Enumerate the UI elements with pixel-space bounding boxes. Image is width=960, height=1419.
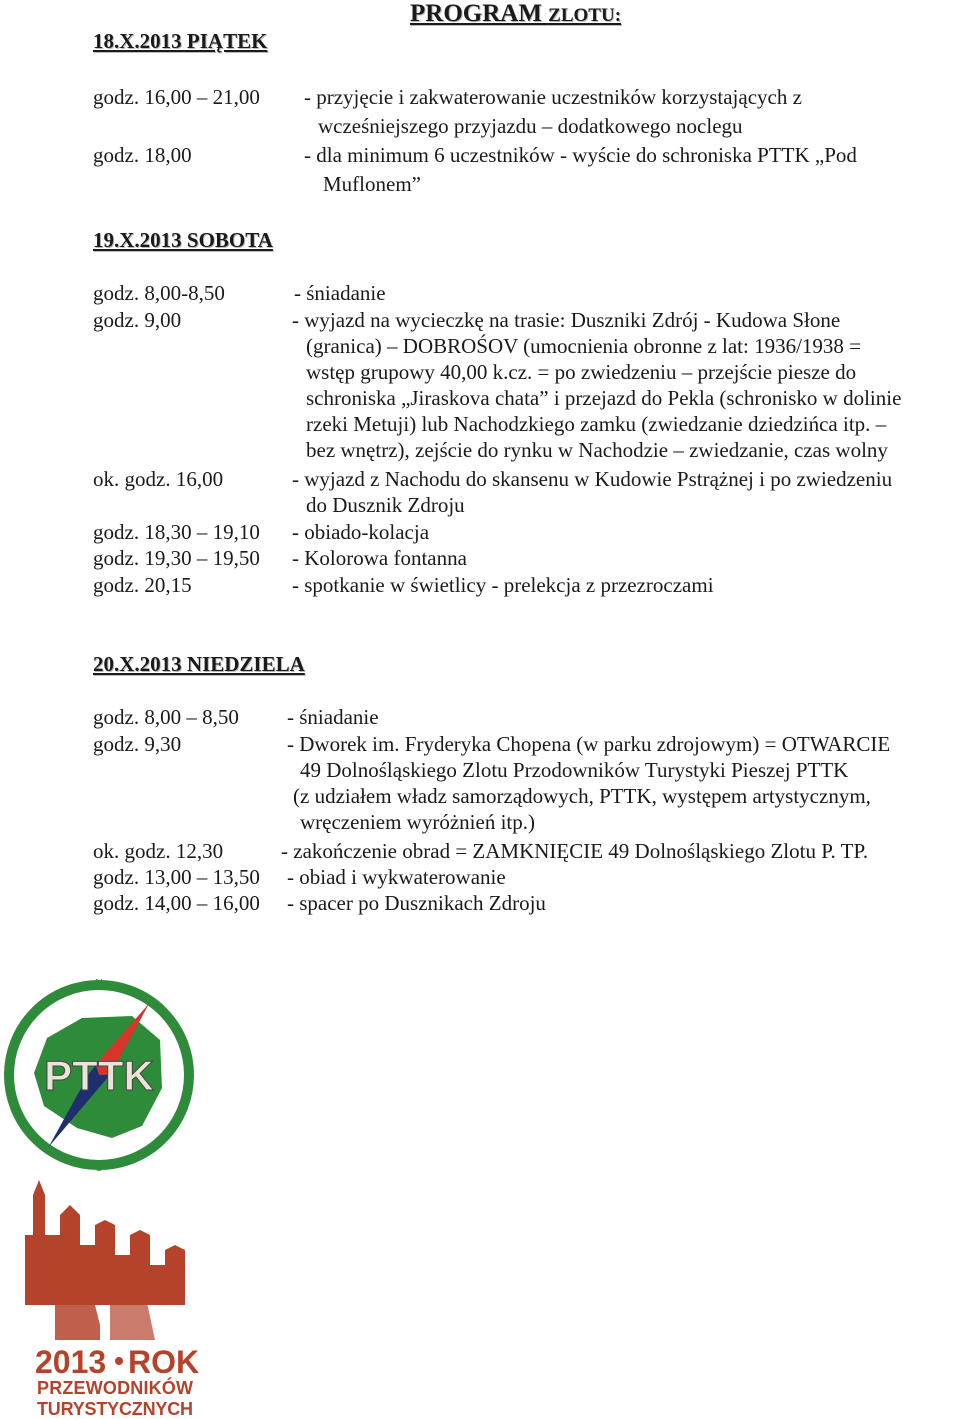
- page-title: [410, 0, 621, 28]
- desc-line: - Dworek im. Fryderyka Chopena (w parku zdrojowym) = OTWARCIE: [287, 732, 891, 756]
- desc-line: wcześniejszego przyjazdu – dodatkowego noclegu: [318, 114, 743, 138]
- desc-line: - spacer po Dusznikach Zdroju: [287, 891, 546, 915]
- desc-line: - przyjęcie i zakwaterowanie uczestników korzystających z: [304, 85, 802, 109]
- item-time: godz. 19,30 – 19,50: [93, 546, 260, 570]
- desc-line: - obiad i wykwaterowanie: [287, 865, 506, 889]
- logo-line3: TURYSTYCZNYCH: [37, 1399, 193, 1419]
- desc-line: - śniadanie: [287, 705, 379, 729]
- item-time: ok. godz. 12,30: [93, 839, 224, 863]
- item-time: godz. 20,15: [93, 573, 192, 597]
- desc-line: (z udziałem władz samorządowych, PTTK, występem artystycznym,: [293, 784, 871, 808]
- item-description: [304, 84, 802, 139]
- desc-line: do Dusznik Zdroju: [306, 493, 465, 517]
- title-main: PROGRAM: [410, 0, 549, 27]
- desc-line: rzeki Metuji) lub Nachodzkiego zamku (zwiedzanie dziedzińca itp. –: [306, 412, 887, 436]
- pttk-letters: PTTK: [44, 1052, 154, 1099]
- logo-year: 2013: [35, 1344, 107, 1380]
- compass-n: N: [95, 978, 103, 989]
- year-of-guides-logo: [15, 1175, 215, 1419]
- day-heading-friday: 18.X.2013 PIĄTEK: [93, 29, 268, 53]
- desc-line: wręczeniem wyróżnień itp.): [300, 810, 535, 834]
- item-time: ok. godz. 16,00: [93, 467, 224, 491]
- item-time: godz. 14,00 – 16,00: [93, 891, 260, 915]
- compass-s: S: [95, 1163, 103, 1173]
- item-description: [287, 704, 379, 730]
- item-description: [292, 572, 714, 598]
- item-time: godz. 8,00-8,50: [93, 281, 225, 305]
- item-description: [294, 280, 386, 306]
- day-heading-saturday: 19.X.2013 SOBOTA: [93, 228, 273, 252]
- desc-line: wstęp grupowy 40,00 k.cz. = po zwiedzeniu – przejście piesze do: [306, 360, 857, 384]
- logo-dot: [115, 1357, 123, 1365]
- desc-line: - wyjazd z Nachodu do skansenu w Kudowie Pstrążnej i po zwiedzeniu: [292, 467, 893, 491]
- item-description: [292, 307, 901, 463]
- logo-line2: PRZEWODNIKÓW: [37, 1378, 193, 1398]
- desc-line: - spotkanie w świetlicy - prelekcja z przezroczami: [292, 573, 714, 597]
- city-skyline-icon: [25, 1180, 185, 1305]
- desc-line: - zakończenie obrad = ZAMKNIĘCIE 49 Dolnośląskiego Zlotu P. TP.: [281, 839, 869, 863]
- item-description: [287, 890, 546, 916]
- item-time: godz. 18,00: [93, 143, 192, 167]
- item-description: [292, 466, 892, 518]
- compass-e: E: [186, 1070, 194, 1081]
- desc-line: (granica) – DOBROŚOV (umocnienia obronne z lat: 1936/1938 =: [306, 334, 862, 358]
- item-description: [287, 864, 506, 890]
- item-time: godz. 18,30 – 19,10: [93, 520, 260, 544]
- desc-line: Muflonem”: [323, 172, 421, 196]
- item-time: godz. 9,00: [93, 308, 182, 332]
- item-description: [292, 519, 429, 545]
- item-time: godz. 9,30: [93, 732, 182, 756]
- item-time: godz. 8,00 – 8,50: [93, 705, 239, 729]
- logo-word: ROK: [128, 1344, 200, 1380]
- desc-line: - dla minimum 6 uczestników - wyście do schroniska PTTK „Pod: [304, 143, 857, 167]
- item-description: [304, 142, 857, 197]
- pttk-logo: [2, 978, 197, 1173]
- desc-line: - Kolorowa fontanna: [292, 546, 467, 570]
- item-time: godz. 16,00 – 21,00: [93, 85, 260, 109]
- desc-line: - obiado-kolacja: [292, 520, 430, 544]
- desc-line: - śniadanie: [294, 281, 386, 305]
- item-description: [287, 731, 890, 835]
- desc-line: - wyjazd na wycieczkę na trasie: Duszniki Zdrój - Kudowa Słone: [292, 308, 841, 332]
- day-heading-sunday: 20.X.2013 NIEDZIELA: [93, 652, 305, 676]
- desc-line: 49 Dolnośląskiego Zlotu Przodowników Turystyki Pieszej PTTK: [300, 758, 849, 782]
- desc-line: schroniska „Jiraskova chata” i przejazd do Pekla (schronisko w dolinie: [306, 386, 902, 410]
- title-sub: ZLOTU:: [548, 5, 622, 26]
- item-description: [281, 838, 868, 864]
- item-description: [292, 545, 467, 571]
- desc-line: bez wnętrz), zejście do rynku w Nachodzie – zwiedzanie, czas wolny: [306, 438, 888, 462]
- compass-w: W: [4, 1070, 14, 1081]
- item-time: godz. 13,00 – 13,50: [93, 865, 260, 889]
